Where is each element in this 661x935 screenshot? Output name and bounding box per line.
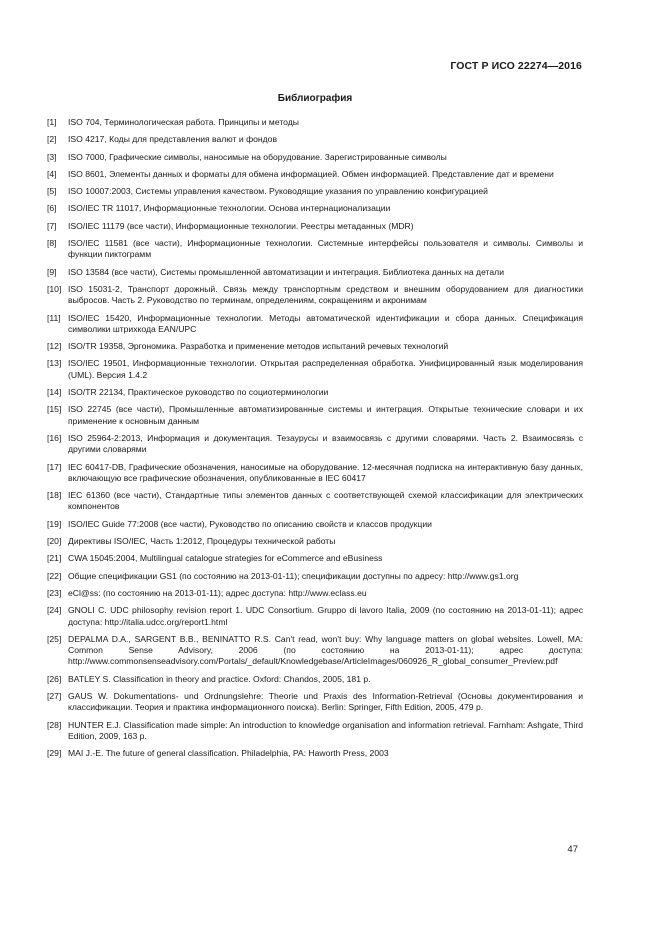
reference-item bbox=[47, 605, 583, 628]
reference-item bbox=[47, 169, 583, 180]
reference-number: [9] bbox=[47, 266, 57, 277]
reference-number: [22] bbox=[47, 570, 62, 581]
reference-item bbox=[47, 674, 583, 685]
reference-text: ISO 22745 (все части), Промышленные автоматизированные системы и интеграция. Открытые технические словари и их применение к основным данным bbox=[68, 404, 583, 426]
reference-text: ISO/TR 19358, Эргономика. Разработка и применение методов испытаний речевых технологий bbox=[68, 341, 449, 352]
reference-item bbox=[47, 519, 583, 530]
reference-item bbox=[47, 152, 583, 163]
reference-text: DEPALMA D.A., SARGENT B.B., BENINATTO R.S. Can't read, won't buy: Why language matters on global websites. Lowell, MA: Common Sense Advisory, 2006 (по состоянию на 2013-01-11); адрес доступа: http://www.commonsenseadvisory.com/Portals/_default/Knowledgebase/ArticleImages/060926_R_global_consumer_Preview.pdf bbox=[68, 633, 583, 667]
reference-number: [8] bbox=[47, 238, 57, 249]
reference-item bbox=[47, 433, 583, 456]
reference-text: ISO 8601, Элементы данных и форматы для обмена информацией. Обмен информацией. Представление дат и времени bbox=[68, 168, 554, 179]
reference-text: GAUS W. Dokumentations- und Ordnungslehre: Theorie und Praxis des Information-Retrieval (Основы документирования и классификации. Теория и практика информационного поиска). Berlin: Springer, Fifth Edition, 2005, 479 p. bbox=[68, 690, 583, 713]
reference-text: ISO 4217, Коды для представления валют и фондов bbox=[68, 134, 278, 145]
reference-number: [4] bbox=[47, 168, 57, 179]
reference-text: eCl@ss: (по состоянию на 2013-01-11); адрес доступа: http://www.eclass.eu bbox=[68, 587, 367, 598]
reference-number: [18] bbox=[47, 490, 62, 501]
reference-item bbox=[47, 634, 583, 668]
reference-item bbox=[47, 203, 583, 214]
reference-text: ISO/IEC TR 11017, Информационные технологии. Основа интернационализации bbox=[68, 203, 391, 214]
reference-item bbox=[47, 267, 583, 278]
reference-item bbox=[47, 238, 583, 261]
reference-text: IEC 60417-DB, Графические обозначения, наносимые на оборудование. 12-месячная подписка на интерактивную базу данных, включающую все графические обозначения, опубликованные в IEC 60417 bbox=[68, 461, 583, 483]
reference-number: [2] bbox=[47, 134, 57, 145]
reference-text: ISO 10007:2003, Системы управления качеством. Руководящие указания по управлению конфигурацией bbox=[68, 186, 488, 197]
reference-text: HUNTER E.J. Classification made simple: An introduction to knowledge organisation and information retrieval. Farnham: Ashgate, Third Edition, 2009, 163 p. bbox=[68, 719, 583, 741]
reference-text: Общие спецификации GS1 (по состоянию на 2013-01-11); спецификации доступны по адресу: http://www.gs1.org bbox=[68, 570, 519, 581]
reference-number: [7] bbox=[47, 220, 57, 231]
reference-item bbox=[47, 387, 583, 398]
reference-number: [15] bbox=[47, 404, 62, 415]
reference-text: ISO 25964-2:2013, Информация и документация. Тезаурусы и взаимосвязь с другими словарями. Часть 2. Взаимосвязь с другими словарями bbox=[68, 432, 583, 455]
reference-number: [17] bbox=[47, 461, 62, 472]
reference-number: [24] bbox=[47, 605, 62, 616]
reference-text: CWA 15045:2004, Multilingual catalogue strategies for eCommerce and eBusiness bbox=[68, 553, 383, 564]
section-title: Библиография bbox=[277, 93, 353, 104]
reference-text: GNOLI C. UDC philosophy revision report 1. UDC Consortium. Gruppo di lavoro Italia, 2009 (по состоянию на 2013-01-11); адрес доступа: http://italia.udcc.org/report1.html bbox=[68, 605, 583, 627]
reference-number: [1] bbox=[47, 117, 57, 127]
reference-text: ISO/IEC Guide 77:2008 (все части), Руководство по описанию свойств и классов продукции bbox=[68, 518, 432, 529]
bibliography-list bbox=[47, 117, 583, 759]
reference-item bbox=[47, 462, 583, 485]
reference-item bbox=[47, 553, 583, 564]
reference-number: [28] bbox=[47, 719, 62, 730]
reference-number: [19] bbox=[47, 518, 62, 529]
reference-text: ISO/IEC 15420, Информационные технологии. Методы автоматической идентификации и сбора данных. Спецификация символики штрихкода EAN/UPC bbox=[68, 312, 583, 334]
reference-number: [16] bbox=[47, 432, 62, 443]
reference-text: ISO 704, Терминологическая работа. Принципы и методы bbox=[68, 117, 299, 127]
reference-item bbox=[47, 134, 583, 145]
reference-item bbox=[47, 221, 583, 232]
reference-item bbox=[47, 313, 583, 336]
reference-number: [21] bbox=[47, 553, 62, 564]
reference-number: [26] bbox=[47, 673, 62, 684]
reference-item bbox=[47, 404, 583, 427]
reference-text: ISO 7000, Графические символы, наносимые на оборудование. Зарегистрированные символы bbox=[68, 151, 447, 162]
reference-text: MAI J.-E. The future of general classification. Philadelphia, PA: Haworth Press, 2003 bbox=[68, 748, 389, 759]
reference-number: [6] bbox=[47, 203, 57, 214]
reference-item bbox=[47, 720, 583, 743]
reference-text: ISO 13584 (все части), Системы промышленной автоматизации и интеграция. Библиотека данных на детали bbox=[68, 266, 504, 277]
reference-item bbox=[47, 186, 583, 197]
reference-item bbox=[47, 284, 583, 307]
reference-item bbox=[47, 358, 583, 381]
page-number: 47 bbox=[567, 844, 578, 855]
reference-number: [10] bbox=[47, 283, 62, 294]
reference-number: [11] bbox=[47, 312, 61, 323]
reference-text: ISO/IEC 11581 (все части), Информационные технологии. Системные интерфейсы пользователя и символы. Символы и функции пиктограмм bbox=[68, 238, 583, 260]
reference-text: ISO 15031-2, Транспорт дорожный. Связь между транспортным средством и внешним оборудованием для диагностики выбросов. Часть 2. Руководство по терминам, определениям, сокращениям и акронимам bbox=[68, 283, 583, 306]
reference-item bbox=[47, 490, 583, 513]
reference-item bbox=[47, 748, 583, 759]
reference-text: ISO/IEC 11179 (все части), Информационные технологии. Реестры метаданных (MDR) bbox=[68, 220, 414, 231]
reference-number: [14] bbox=[47, 387, 62, 398]
reference-item bbox=[47, 117, 583, 128]
reference-number: [3] bbox=[47, 151, 57, 162]
reference-item bbox=[47, 536, 583, 547]
reference-number: [12] bbox=[47, 341, 62, 352]
reference-text: BATLEY S. Classification in theory and practice. Oxford: Chandos, 2005, 181 p. bbox=[68, 673, 371, 684]
reference-item bbox=[47, 341, 583, 352]
reference-number: [27] bbox=[47, 690, 62, 701]
reference-number: [23] bbox=[47, 587, 62, 598]
reference-text: Директивы ISO/IEC, Часть 1:2012, Процедуры технической работы bbox=[68, 536, 336, 547]
reference-item bbox=[47, 691, 583, 714]
reference-text: ISO/TR 22134, Практическое руководство по социотерминологии bbox=[68, 387, 329, 398]
reference-number: [13] bbox=[47, 358, 62, 369]
document-header: ГОСТ Р ИСО 22274—2016 bbox=[450, 60, 582, 72]
reference-item bbox=[47, 571, 583, 582]
reference-text: ISO/IEC 19501, Информационные технологии. Открытая распределенная обработка. Унифицированный язык моделирования (UML). Версия 1.4.2 bbox=[68, 358, 583, 380]
reference-number: [29] bbox=[47, 748, 62, 759]
reference-number: [20] bbox=[47, 536, 62, 547]
reference-item bbox=[47, 588, 583, 599]
reference-number: [5] bbox=[47, 186, 57, 197]
reference-number: [25] bbox=[47, 633, 62, 644]
reference-text: IEC 61360 (все части), Стандартные типы элементов данных с соответствующей схемой классификации для электрических компонентов bbox=[68, 490, 583, 512]
